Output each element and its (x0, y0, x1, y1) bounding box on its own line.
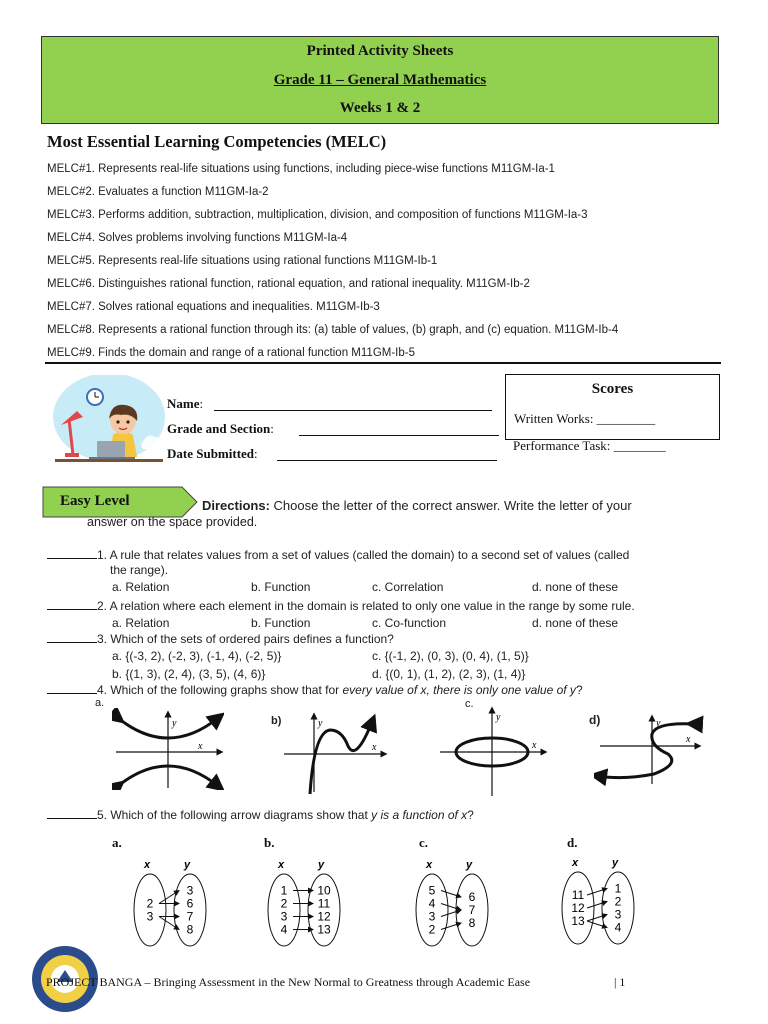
banner-title: Printed Activity Sheets (306, 43, 454, 59)
q1-option-c[interactable]: c. Correlation (372, 580, 444, 594)
diagram-a-y-3: 8 (186, 922, 194, 937)
graph-c-x-label: x (532, 740, 537, 751)
scores-title: Scores (591, 381, 634, 397)
diagram-c-x-1: 4 (428, 896, 436, 911)
q2-option-a[interactable]: a. Relation (112, 616, 170, 630)
answer-blank-3[interactable] (47, 642, 97, 643)
diagram-a-arrow-0 (159, 891, 179, 904)
diagram-d-x-0: 11 (571, 888, 585, 902)
desk (55, 459, 163, 462)
diagram-c-arrow-2 (441, 910, 461, 917)
diagram-a-y-2: 7 (186, 909, 194, 924)
q2-option-d[interactable]: d. none of these (532, 616, 619, 630)
question-1-line-2: the range). (110, 563, 169, 577)
diagram-c-x-0: 5 (428, 883, 436, 898)
diagram-d-arrow-1 (587, 902, 607, 909)
answer-blank-5[interactable] (47, 818, 97, 819)
page-number: | 1 (614, 975, 626, 989)
diagram-d-y-header: y (612, 857, 619, 869)
scores-box (505, 374, 720, 440)
graph-d-y-label: y (656, 718, 661, 729)
diagram-d-x-header: x (572, 857, 579, 869)
name-field[interactable] (214, 410, 492, 411)
diagram-a-y-0: 3 (186, 883, 194, 898)
question-3: 3. Which of the sets of ordered pairs defines a function? (47, 632, 394, 646)
diagram-c-x-2: 3 (428, 909, 436, 924)
answer-blank-4[interactable] (47, 693, 97, 694)
q4-label-a[interactable]: a. (95, 697, 105, 709)
question-5: 5. Which of the following arrow diagrams show that y is a function of x? (47, 808, 474, 822)
melc-item-1: MELC#1. Represents real-life situations using functions, including piece-wise functions M11GM-Ia-1 (47, 163, 555, 175)
diagram-b-x-2: 3 (280, 909, 288, 924)
banner-weeks: Weeks 1 & 2 (339, 100, 421, 116)
answer-blank-2[interactable] (47, 609, 97, 610)
diagram-d-arrow-2 (587, 915, 607, 922)
diagram-b-x-0: 1 (280, 883, 288, 898)
diagram-c-x-3: 2 (428, 922, 436, 937)
q3-option-a[interactable]: a. {(-3, 2), (-2, 3), (-1, 4), (-2, 5)} (112, 649, 282, 663)
question-4: 4. Which of the following graphs show that for every value of x, there is only one value of y? (47, 683, 583, 697)
question-1: 1. A rule that relates values from a set of values (called the domain) to a second set of values (called (47, 548, 629, 562)
answer-blank-1[interactable] (47, 558, 97, 559)
melc-item-7: MELC#7. Solves rational equations and inequalities. M11GM-Ib-3 (47, 301, 380, 313)
diagram-d-x-2: 13 (571, 914, 585, 928)
performance-task-score[interactable]: Performance Task: ________ (513, 438, 666, 453)
q3-option-b[interactable]: b. {(1, 3), (2, 4), (3, 5), (4, 6)} (112, 667, 266, 681)
diagram-a-arrow-3 (159, 917, 179, 930)
diagram-b-x-3: 4 (280, 922, 288, 937)
name-label: Name: (167, 396, 204, 411)
arrow-diagram-b[interactable] (264, 858, 346, 950)
q5-label-a[interactable]: a. (112, 835, 122, 850)
melc-title: Most Essential Learning Competencies (MELC) (47, 132, 387, 151)
q4-label-c[interactable]: c. (465, 698, 474, 710)
graph-a-x-label: x (198, 741, 203, 752)
melc-item-6: MELC#6. Distinguishes rational function, rational equation, and rational inequality. M11GM-Ib-2 (47, 278, 530, 290)
directions-line-2: answer on the space provided. (87, 515, 258, 529)
grade-section-label: Grade and Section: (167, 421, 274, 436)
diagram-c-y-2: 8 (468, 916, 476, 930)
melc-item-5: MELC#5. Represents real-life situations using rational functions M11GM-Ib-1 (47, 255, 438, 267)
diagram-d-x-1: 12 (571, 901, 585, 915)
q2-option-b[interactable]: b. Function (251, 616, 311, 630)
q5-label-d[interactable]: d. (567, 835, 578, 850)
question-2: 2. A relation where each element in the domain is related to only one value in the range by some rule. (47, 599, 635, 613)
diagram-a-x-1: 3 (146, 909, 154, 924)
melc-item-8: MELC#8. Represents a rational function through its: (a) table of values, (b) graph, and (c) equation. M11GM-Ib-4 (47, 324, 619, 336)
directions-line-1: Directions: Choose the letter of the correct answer. Write the letter of your (202, 498, 632, 513)
diagram-b-y-header: y (318, 859, 325, 871)
title-banner (41, 36, 719, 124)
footer-text: PROJECT BANGA – Bringing Assessment in the New Normal to Greatness through Academic Ease (46, 975, 531, 989)
q5-label-b[interactable]: b. (264, 835, 275, 850)
graph-c-y-label: y (496, 712, 501, 723)
melc-item-2: MELC#2. Evaluates a function M11GM-Ia-2 (47, 186, 269, 198)
divider-line (45, 362, 721, 364)
diagram-c-y-header: y (466, 859, 473, 871)
diagram-b-x-1: 2 (280, 896, 288, 911)
written-works-score[interactable]: Written Works: _________ (514, 411, 656, 426)
arrow-diagram-a[interactable] (130, 858, 212, 950)
diagram-b-y-1: 11 (317, 896, 331, 911)
diagram-b-y-0: 10 (317, 883, 331, 898)
arrow-diagram-d[interactable] (558, 856, 640, 948)
arrow-diagram-c[interactable] (412, 858, 494, 950)
diagram-d-y-3: 4 (614, 920, 622, 935)
diagram-b-x-header: x (278, 859, 285, 871)
diagram-d-y-1: 2 (614, 894, 622, 909)
diagram-a-y-1: 6 (186, 896, 194, 911)
diagram-d-y-0: 1 (614, 881, 622, 896)
diagram-c-x-header: x (426, 859, 433, 871)
graph-c[interactable] (436, 706, 550, 798)
q4-label-d[interactable]: d) (589, 713, 601, 727)
graph-b[interactable] (280, 712, 390, 796)
melc-item-3: MELC#3. Performs addition, subtraction, multiplication, division, and composition of functions M11GM-Ia-3 (47, 209, 588, 221)
q3-option-c[interactable]: c. {(-1, 2), (0, 3), (0, 4), (1, 5)} (372, 649, 529, 663)
date-submitted-label: Date Submitted: (167, 446, 258, 461)
diagram-a-x-header: x (144, 859, 151, 871)
graph-d[interactable] (594, 714, 704, 786)
q2-option-c[interactable]: c. Co-function (372, 616, 447, 630)
q3-option-d[interactable]: d. {(0, 1), (1, 2), (2, 3), (1, 4)} (372, 667, 526, 681)
student-illustration (47, 375, 167, 467)
q4-label-b[interactable]: b) (271, 715, 282, 727)
graph-b-x-label: x (372, 742, 377, 753)
diagram-c-y-1: 7 (468, 903, 476, 917)
melc-item-9: MELC#9. Finds the domain and range of a rational function M11GM-Ib-5 (47, 347, 415, 359)
date-submitted-field[interactable] (277, 460, 497, 461)
q1-option-b[interactable]: b. Function (251, 580, 311, 594)
q5-label-c[interactable]: c. (419, 835, 429, 850)
diagram-a-y-header: y (184, 859, 191, 871)
grade-section-field[interactable] (299, 435, 499, 436)
q1-option-d[interactable]: d. none of these (532, 580, 619, 594)
banner-subject: Grade 11 – General Mathematics (273, 72, 487, 88)
melc-item-4: MELC#4. Solves problems involving functions M11GM-Ia-4 (47, 232, 348, 244)
graph-a-y-label: y (172, 718, 177, 729)
diagram-c-y-0: 6 (468, 890, 476, 904)
diagram-d-y-2: 3 (614, 907, 622, 922)
diagram-c-arrow-1 (441, 904, 461, 911)
graph-b-y-label: y (318, 718, 323, 729)
diagram-a-x-0: 2 (146, 896, 154, 911)
q1-option-a[interactable]: a. Relation (112, 580, 170, 594)
graph-a[interactable] (112, 708, 224, 790)
diagram-b-y-2: 12 (317, 909, 331, 924)
diagram-b-y-3: 13 (317, 922, 331, 937)
graph-d-x-label: x (686, 734, 691, 745)
easy-level-label: Easy Level (60, 493, 130, 509)
